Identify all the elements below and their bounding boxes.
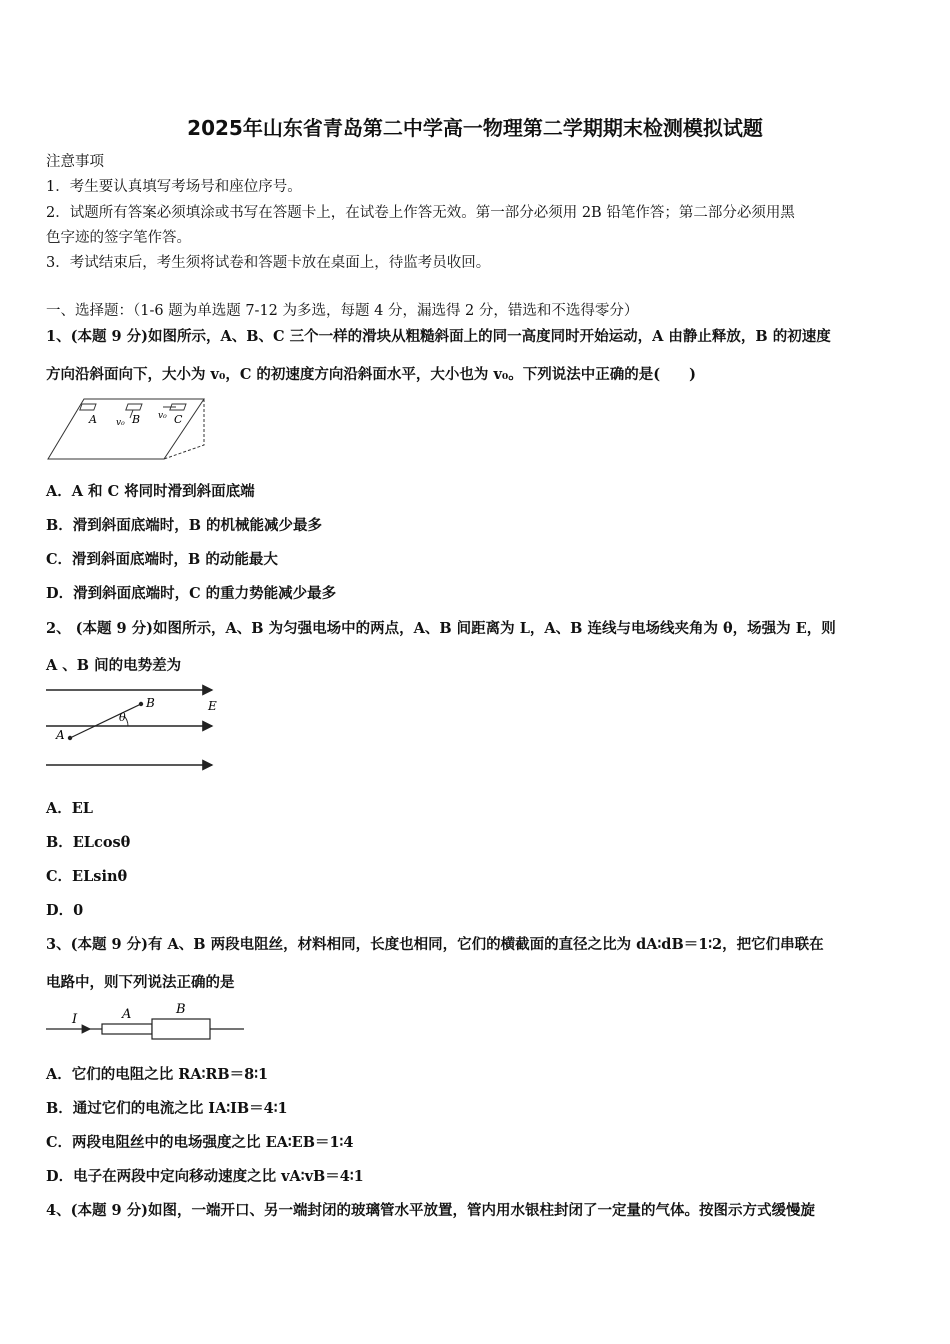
incline-figure: [46, 393, 221, 465]
fig1-label-a: A: [89, 413, 97, 426]
q3-option-b: B．通过它们的电流之比 IA∶IB＝4∶1: [46, 1100, 288, 1117]
q2-option-c: C．ELsinθ: [46, 868, 128, 885]
q2-option-d: D．0: [46, 902, 84, 919]
resistor-figure: [44, 998, 249, 1048]
q3-option-c: C．两段电阻丝中的电场强度之比 EA∶EB＝1∶4: [46, 1134, 354, 1151]
q1-option-a: A．A 和 C 将同时滑到斜面底端: [46, 483, 255, 500]
fig2-label-e: E: [208, 699, 217, 713]
q3-option-a: A．它们的电阻之比 RA∶RB＝8∶1: [46, 1066, 269, 1083]
q1-option-c: C．滑到斜面底端时，B 的动能最大: [46, 551, 278, 568]
fig2-label-theta: θ: [119, 711, 126, 724]
q2-stem-line1: 2、 (本题 9 分)如图所示，A、B 为匀强电场中的两点，A、B 间距离为 L，A、B 连线与电场线夹角为 θ，场强为 E，则: [46, 620, 836, 637]
q3-option-d: D．电子在两段中定向移动速度之比 vA∶vB＝4∶1: [46, 1168, 364, 1185]
fig1-label-c: C: [174, 413, 183, 426]
q3-stem-line1: 3、(本题 9 分)有 A、B 两段电阻丝，材料相同，长度也相同，它们的横截面的直径之比为 dA∶dB＝1∶2，把它们串联在: [46, 936, 824, 953]
fig2-label-a: A: [56, 728, 65, 742]
notice-item: 色字迹的签字笔作答。: [46, 230, 191, 246]
fig1-label-v0: v₀: [158, 411, 167, 421]
section-heading: 一、选择题：（1-6 题为单选题 7-12 为多选，每题 4 分，漏选得 2 分，错选和不选得零分）: [46, 303, 639, 319]
fig2-label-b: B: [146, 696, 155, 710]
fig3-label-i: I: [72, 1012, 78, 1027]
q2-option-a: A．EL: [46, 800, 93, 817]
notice-item: 1．考生要认真填写考场号和座位序号。: [46, 179, 302, 195]
q1-stem-line2: 方向沿斜面向下，大小为 v₀，C 的初速度方向沿斜面水平，大小也为 v₀。下列说法中正确的是( ): [46, 366, 696, 383]
notice-item: 2．试题所有答案必须填涂或书写在答题卡上，在试卷上作答无效。第一部分必须用 2B 铅笔作答；第二部分必须用黑: [46, 205, 795, 221]
q1-option-d: D．滑到斜面底端时，C 的重力势能减少最多: [46, 585, 337, 602]
fig1-label-v0: v₀: [116, 418, 125, 428]
page-title: 2025年山东省青岛第二中学高一物理第二学期期末检测模拟试题: [187, 116, 763, 140]
electric-field-figure: [44, 680, 234, 775]
q1-stem-line1: 1、(本题 9 分)如图所示，A、B、C 三个一样的滑块从粗糙斜面上的同一高度同时开始运动，A 由静止释放，B 的初速度: [46, 328, 831, 345]
notice-heading: 注意事项: [46, 154, 104, 170]
fig3-label-a: A: [122, 1007, 132, 1022]
q2-option-b: B．ELcosθ: [46, 834, 131, 851]
fig1-label-b: B: [132, 413, 141, 426]
q3-stem-line2: 电路中，则下列说法正确的是: [46, 974, 235, 991]
q1-option-b: B．滑到斜面底端时，B 的机械能减少最多: [46, 517, 323, 534]
q2-stem-line2: A 、B 间的电势差为: [46, 657, 182, 674]
fig3-label-b: B: [176, 1002, 186, 1017]
q4-stem-line1: 4、(本题 9 分)如图，一端开口、另一端封闭的玻璃管水平放置，管内用水银柱封闭了一定量的气体。按图示方式缓慢旋: [46, 1202, 815, 1219]
notice-item: 3．考试结束后，考生须将试卷和答题卡放在桌面上，待监考员收回。: [46, 255, 491, 271]
